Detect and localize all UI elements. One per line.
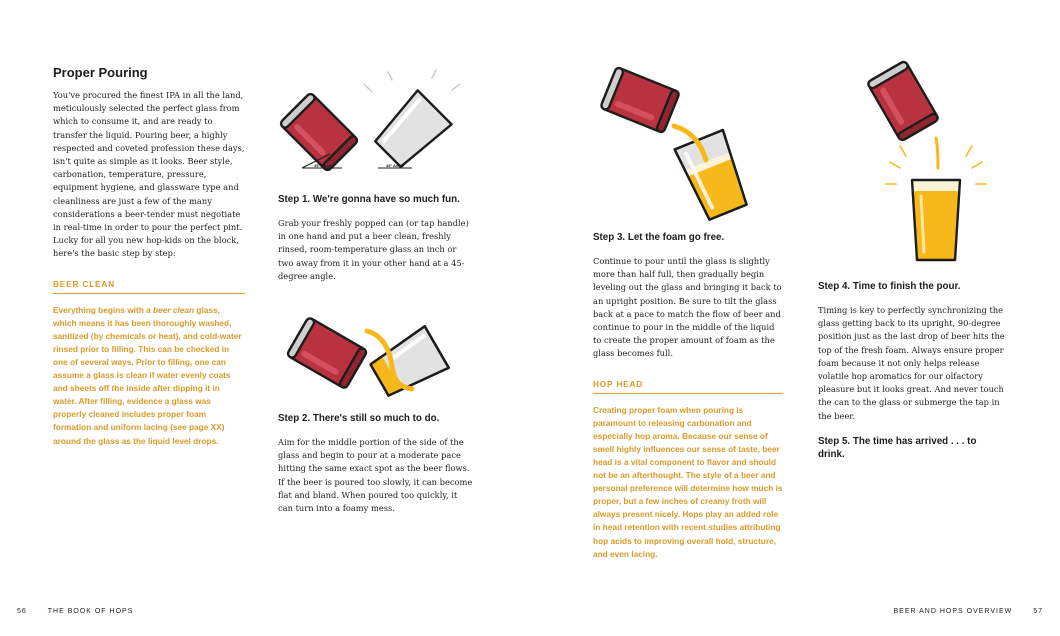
sidebar-rule <box>53 293 245 294</box>
step4-block <box>818 281 1008 461</box>
page-title: Proper Pouring <box>53 65 148 80</box>
sidebar-heading: HOP HEAD <box>593 378 644 389</box>
running-head-right: BEER AND HOPS OVERVIEW <box>893 608 1013 615</box>
step2-illustration <box>272 305 472 405</box>
step1-heading: Step 1. We're gonna have so much fun. <box>278 194 460 205</box>
sidebar-emphasis: beer clean <box>153 304 195 315</box>
full-glass-icon <box>912 180 960 260</box>
step1-illustration <box>272 72 472 182</box>
step2-text: Aim for the middle portion of the side of the glass and begin to pour at a moderate pace hitting the same exact spot as the beer flows. If the beer is poured too slowly, it can become flat and bland. When poured too quickly, it can turn into a foamy mess. <box>278 437 473 514</box>
step4-heading: Step 4. Time to finish the pour. <box>818 281 961 292</box>
hop-head-sidebar <box>593 379 783 561</box>
angle-label-glass: 45° Angle <box>386 163 405 168</box>
step3-heading: Step 3. Let the foam go free. <box>593 232 725 243</box>
running-head-left: THE BOOK OF HOPS <box>47 608 134 615</box>
sidebar-heading: BEER CLEAN <box>53 278 115 289</box>
draining-can-icon <box>867 61 939 142</box>
beer-drip-icon <box>936 138 938 168</box>
page-number-left: 56 <box>17 608 27 615</box>
step2-block <box>278 413 473 515</box>
step4-text: Timing is key to perfectly synchronizing the glass getting back to its upright, 90-degree position just as the last drop of beer hits the top of the fresh foam. Always ensure proper foam because it not only helps release volatile hop aromatics for our olfactory pleasure but it looks great. And never touch the can to the glass or submerge the tap in the beer. <box>818 305 1005 421</box>
step1-text: Grab your freshly popped can (or tap handle) in one hand and put a beer clean, freshly rinsed, room-temperature glass an inch or two away from it in your other hand at a 45-degree angle. <box>278 218 469 281</box>
sidebar-text: Everything begins with a beer clean glass, which means it has been thoroughly washed, sanitized (by chemicals or heat), and cold-water rinsed prior to filling. This can be checked in one of several ways. Prior to filling, one can assume a glass is clean if water evenly coats and sheets off the inside after dipping it in water. After filling, evidence a glass was properly cleaned includes proper foam formation and uniform lacing (see page XX) around the glass as the liquid level drops. <box>53 304 242 446</box>
folio-right <box>894 608 1043 615</box>
step3-illustration <box>588 60 758 225</box>
right-page <box>530 0 1060 636</box>
step2-heading: Step 2. There's still so much to do. <box>278 413 440 424</box>
empty-glass-icon <box>371 90 452 171</box>
beer-clean-sidebar <box>53 279 245 448</box>
step3-text: Continue to pour until the glass is slightly more than half full, then gradually begin leveling out the glass and bringing it back to an upright position. Be sure to tilt the glass back at a pace to match the flow of beer and continue to pour in the middle of the liquid to create the proper amount of foam as the glass becomes full. <box>593 256 782 359</box>
page-number-right: 57 <box>1033 608 1043 615</box>
step1-block <box>278 194 473 283</box>
step3-block <box>593 232 783 561</box>
intro-column <box>53 65 245 448</box>
shine-lines-icon <box>364 70 460 92</box>
tilted-can-icon <box>287 317 368 389</box>
step4-illustration <box>860 58 995 268</box>
sidebar-text: Creating proper foam when pouring is paramount to releasing carbonation and especially hop aroma. Because our sense of smell highly influences our sense of taste, beer head is a vital component to flavor and should not be an afterthought. The style of a beer and personal preference will determine how much is proper, but a few inches of creamy froth will always present nicely. Hops play an added role in head retention with recent studies attributing hop acids to improving overall hold, structure, and even lacing. <box>593 404 783 559</box>
step5-heading: Step 5. The time has arrived . . . to drink. <box>818 435 977 460</box>
sidebar-rule <box>593 393 783 394</box>
shine-lines-icon <box>886 146 986 184</box>
filling-glass-icon <box>675 130 752 222</box>
pouring-can-icon <box>600 67 680 133</box>
intro-paragraph: You've procured the finest IPA in all the land, meticulously selected the perfect glass from which to consume it, and are ready to transfer the liquid. Pouring beer, a highly respected and coveted profession these days, isn't quite as simple as it looks. Beer style, carbonation, temperature, pressure, equipment hygiene, and glassware type and cleanliness are just a few of the many considerations a beer-tender must negotiate in real-time in order to pour the perfect pint. Lucky for all you new hop-kids on the block, here's the basic step by step: <box>53 90 245 259</box>
angle-label-can: 45° Angle <box>314 163 333 168</box>
folio-left <box>17 608 133 615</box>
